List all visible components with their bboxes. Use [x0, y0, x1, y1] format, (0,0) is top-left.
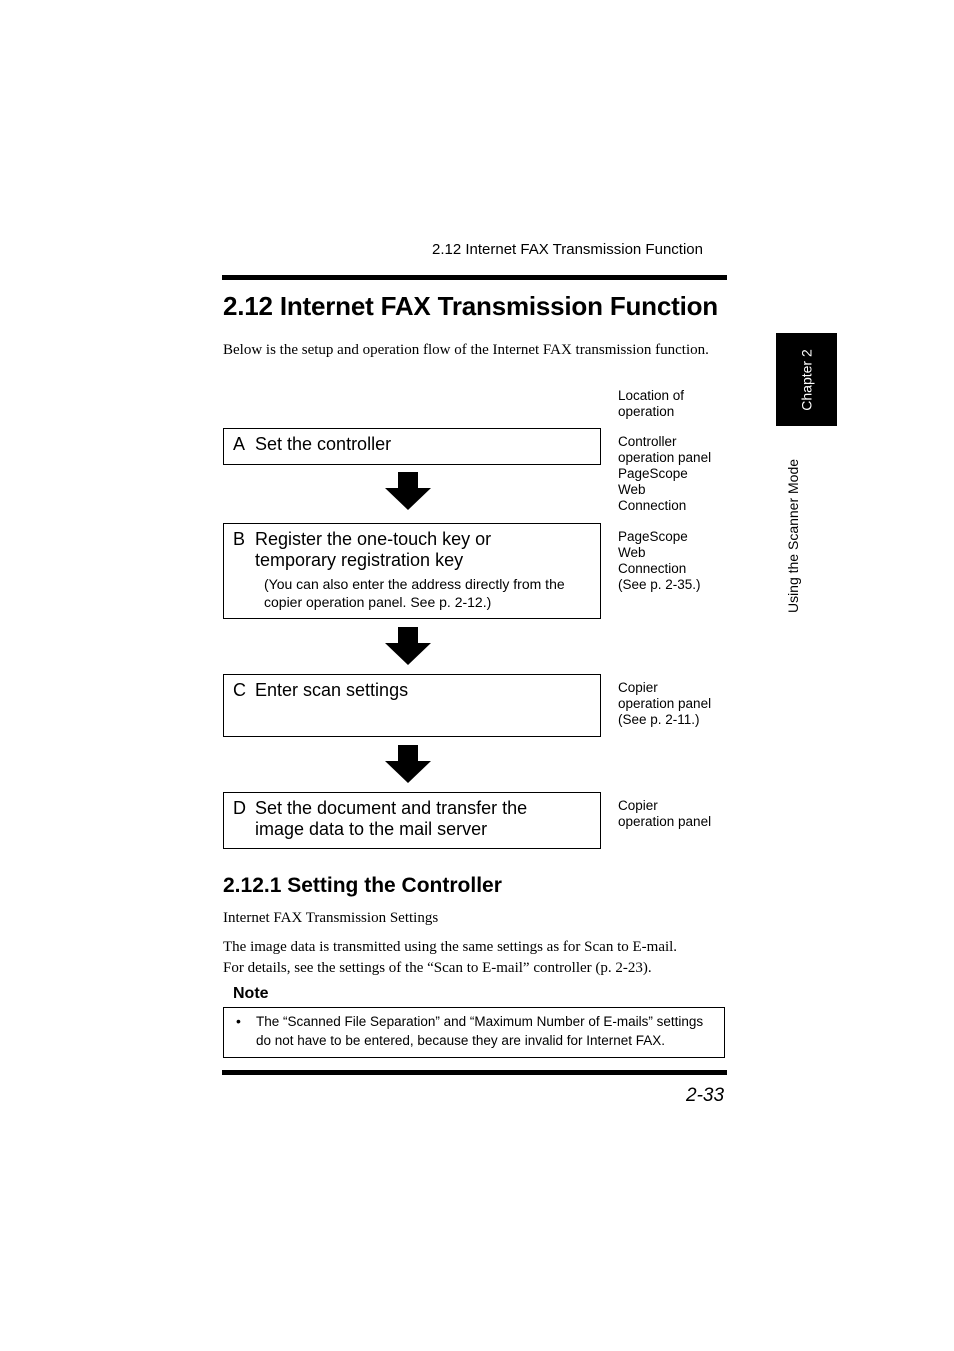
running-header: 2.12 Internet FAX Transmission Function [432, 241, 703, 258]
step-letter: B [233, 529, 246, 549]
note-heading: Note [233, 985, 269, 1002]
chapter-tab-label: Chapter 2 [798, 348, 815, 411]
step-letter: C [233, 680, 246, 700]
step-c-location: Copier operation panel (See p. 2-11.) [618, 680, 712, 727]
footer-rule [222, 1070, 727, 1075]
location-header-line: Location of [618, 388, 685, 403]
page-number: 2-33 [686, 1085, 725, 1106]
step-text: Register the one-touch key or temporary registration key [255, 529, 492, 570]
step-a-location: Controller operation panel PageScope Web Connection [618, 434, 712, 513]
flow-step-a [223, 428, 601, 465]
location-column-header [618, 388, 684, 420]
step-letter: A [233, 434, 246, 454]
location-header-line: operation [618, 404, 675, 419]
step-d-location: Copier operation panel [618, 798, 712, 829]
header-rule [222, 275, 727, 280]
down-arrow-icon [385, 627, 431, 665]
flow-step-d [223, 792, 601, 849]
step-text: Enter scan settings [255, 680, 409, 700]
side-section-label: Using the Scanner Mode [785, 458, 801, 614]
intro-paragraph: Below is the setup and operation flow of the Internet FAX transmission function. [223, 342, 709, 358]
step-b-location: PageScope Web Connection (See p. 2-35.) [618, 529, 701, 592]
step-text: Set the document and transfer the image data to the mail server [255, 798, 528, 839]
bullet-icon: • [236, 1013, 241, 1029]
settings-label: Internet FAX Transmission Settings [223, 910, 439, 926]
step-letter: D [233, 798, 246, 818]
subsection-title: 2.12.1 Setting the Controller [223, 874, 502, 897]
step-b-note: (You can also enter the address directly from the copier operation panel. See p. 2-12.) [264, 576, 565, 610]
down-arrow-icon [385, 472, 431, 510]
down-arrow-icon [385, 745, 431, 783]
body-paragraph: The image data is transmitted using the same settings as for Scan to E-mail. For details, see the settings of the “Scan to E-mail” controller (p. 2-23). [223, 939, 678, 976]
note-text: The “Scanned File Separation” and “Maximum Number of E-mails” settings do not have to be entered, because they are invalid for Internet FAX. [256, 1014, 704, 1048]
flow-step-b [223, 523, 601, 619]
flow-step-c [223, 674, 601, 737]
step-text: Set the controller [255, 434, 392, 454]
page-title: 2.12 Internet FAX Transmission Function [223, 291, 718, 321]
